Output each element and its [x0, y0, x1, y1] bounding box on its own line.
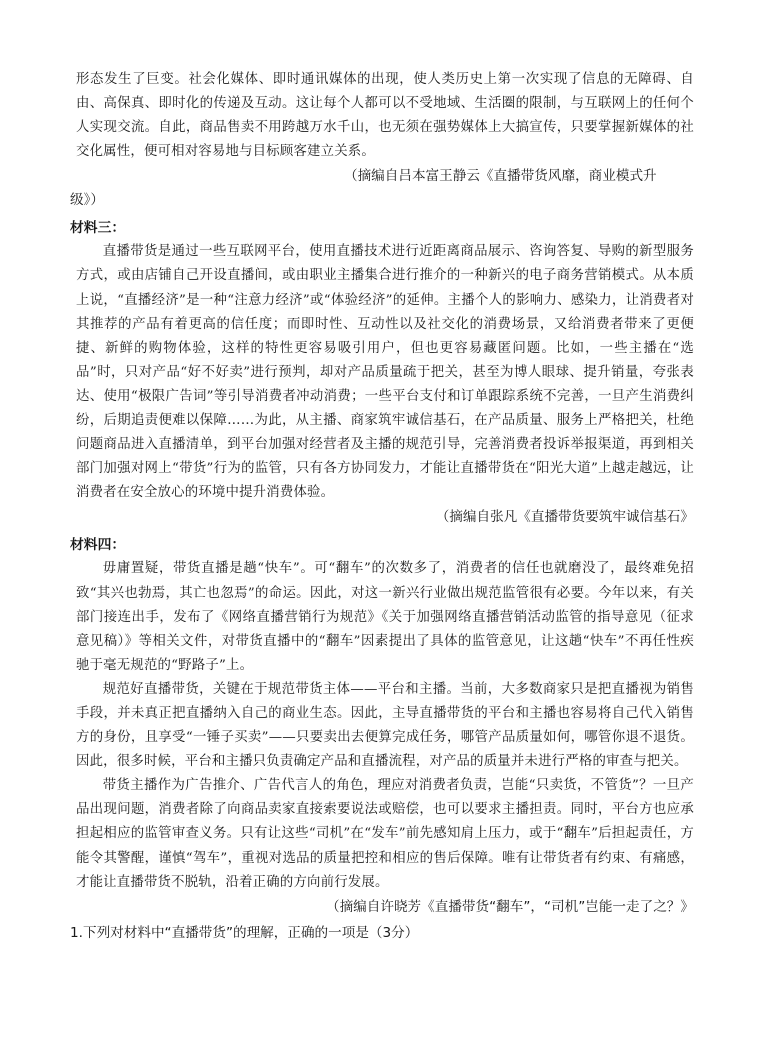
material-4-paragraph-1: 毋庸置疑，带货直播是趟“快车”。可“翻车”的次数多了，消费者的信任也就磨没了，最终难免招致“其兴也勃焉，其亡也忽焉”的命运。因此，对这一新兴行业做出规范监管很有必要。今年以来，有关部门接连出手，发布了《网络直播营销行为规范》《关于加强网络直播营销活动监管的指导意见（征求意见稿）》等相关文件，对带货直播中的“翻车”因素提出了具体的监管意见，让这趟“快车”不再任性疾驰于毫无规范的“野路子”上。 — [76, 561, 694, 673]
material-4-paragraph-3: 带货主播作为广告推介、广告代言人的角色，理应对消费者负责，岂能“只卖货，不管货”？一旦产品出现问题，消费者除了向商品卖家直接索要说法或赔偿，也可以要求主播担责。同时，平台方也应承担起相应的监管审查义务。只有让这些“司机”在“发车”前先感知肩上压力，或于“翻车”后担起责任，方能令其警醒，谨慎“驾车”，重视对选品的质量把控和相应的售后保障。唯有让带货者有约束、有痛感，才能让直播带货不脱轨，沿着正确的方向前行发展。 — [76, 778, 694, 890]
material-4-heading: 材料四： — [70, 537, 126, 554]
document-page — [70, 68, 694, 945]
material-4-paragraph-2: 规范好直播带货，关键在于规范带货主体——平台和主播。当前，大多数商家只是把直播视为销售手段，并未真正把直播纳入自己的商业生态。因此，主导直播带货的平台和主播也容易将自己代入销售方的身份，且享受“一锤子买卖”——只要卖出去便算完成任务，哪管产品质量如何，哪管你退不退货。因此，很多时候，平台和主播只负责确定产品和直播流程，对产品的质量并未进行严格的审查与把关。 — [76, 681, 694, 770]
source-citation-2-continued: 级》） — [70, 192, 104, 209]
question-1: 1.下列对材料中“直播带货”的理解，正确的一项是（3分） — [70, 924, 419, 941]
source-citation-3: （摘编自张凡《直播带货要筑牢诚信基石》 — [435, 509, 694, 526]
material-3-heading: 材料三： — [70, 220, 126, 237]
intro-paragraph: 形态发生了巨变。社会化媒体、即时通讯媒体的出现，使人类历史上第一次实现了信息的无障碍、自由、高保真、即时化的传递及互动。这让每个人都可以不受地域、生活圈的限制，与互联网上的任何个人实现交流。自此，商品售卖不用跨越万水千山，也无须在强势媒体上大搞宣传，只要掌握新媒体的社交化属性，便可相对容易地与目标顾客建立关系。 — [76, 72, 694, 160]
material-3-paragraph: 直播带货是通过一些互联网平台，使用直播技术进行近距离商品展示、咨询答复、导购的新型服务方式，或由店铺自己开设直播间，或由职业主播集合进行推介的一种新兴的电子商务营销模式。从本质上说，“直播经济”是一种“注意力经济”或“体验经济”的延伸。主播个人的影响力、感染力，让消费者对其推荐的产品有着更高的信任度；而即时性、互动性以及社交化的消费场景，又给消费者带来了更便捷、新鲜的购物体验，这样的特性更容易吸引用户，但也更容易藏匿问题。比如，一些主播在“选品”时，只对产品“好不好卖”进行预判，却对产品质量疏于把关，甚至为博人眼球、提升销量，夸张表达、使用“极限广告词”等引导消费者冲动消费；一些平台支付和订单跟踪系统不完善，一旦产生消费纠纷，后期追责便难以保障……为此，从主播、商家筑牢诚信基石，在产品质量、服务上严格把关，杜绝问题商品进入直播清单，到平台加强对经营者及主播的规范引导，完善消费者投诉举报渠道，再到相关部门加强对网上“带货”行为的监管，只有各方协同发力，才能让直播带货在“阳光大道”上越走越远，让消费者在安全放心的环境中提升消费体验。 — [76, 244, 694, 501]
source-citation-4: （摘编自许晓芳《直播带货“翻车”，“司机”岂能一走了之？》 — [325, 898, 694, 915]
source-citation-2: （摘编自吕本富王静云《直播带货风靡，商业模式升 — [344, 168, 657, 185]
